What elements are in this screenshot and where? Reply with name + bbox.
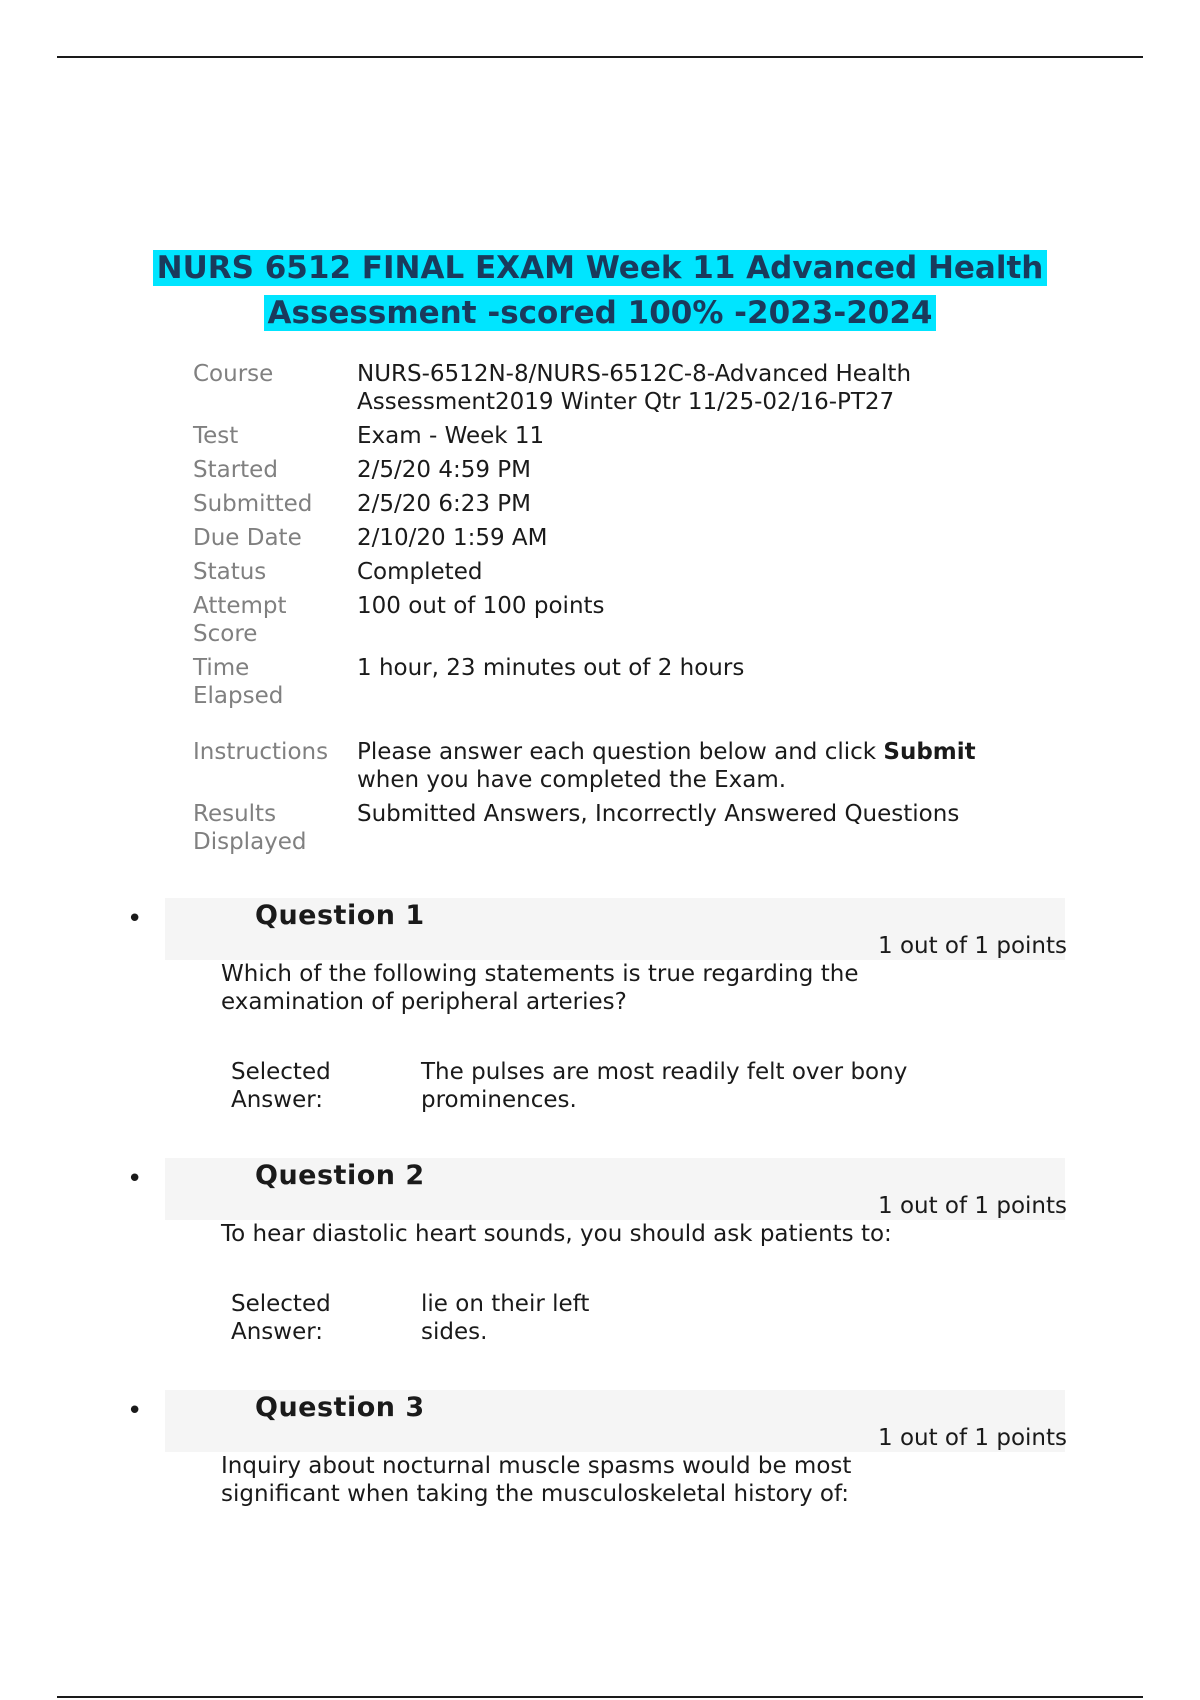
question-2-points: 1 out of 1 points	[878, 1193, 1067, 1219]
question-1-answer: The pulses are most readily felt over bony prominences.	[421, 1059, 908, 1113]
test-row	[193, 422, 1043, 450]
question-2-bullet: •	[127, 1164, 143, 1194]
title-line-2: Assessment -scored 100% -2023-2024	[264, 295, 937, 331]
instructions-text-end: when you have completed the Exam.	[357, 767, 787, 793]
results-displayed-row	[193, 800, 1043, 856]
results-displayed-value: Submitted Answers, Incorrectly Answered Questions	[357, 801, 960, 827]
course-row	[193, 360, 1043, 416]
status-row	[193, 558, 1043, 586]
instructions-label: Instructions	[193, 739, 329, 765]
time-elapsed-label: Time Elapsed	[193, 655, 284, 709]
results-displayed-label: Results Displayed	[193, 801, 307, 855]
question-1-points: 1 out of 1 points	[878, 933, 1067, 959]
top-rule	[57, 56, 1143, 58]
instructions-value	[357, 738, 977, 794]
question-2-text: To hear diastolic heart sounds, you should ask patients to:	[221, 1221, 892, 1247]
question-2-title: Question 2	[255, 1160, 425, 1191]
status-value: Completed	[357, 559, 483, 585]
bottom-rule	[57, 1696, 1143, 1698]
question-1-bullet: •	[127, 904, 143, 934]
test-label: Test	[193, 423, 239, 449]
attempt-score-label: Attempt Score	[193, 593, 287, 647]
question-2-answer-label: Selected Answer:	[231, 1291, 331, 1345]
question-3-points: 1 out of 1 points	[878, 1425, 1067, 1451]
submitted-value: 2/5/20 6:23 PM	[357, 491, 532, 517]
time-elapsed-row	[193, 654, 1043, 710]
instructions-text-start: Please answer each question below and click	[357, 739, 884, 765]
question-1-title: Question 1	[255, 900, 425, 931]
question-1-answer-label: Selected Answer:	[231, 1059, 331, 1113]
instructions-submit-word: Submit	[883, 739, 976, 765]
due-date-label: Due Date	[193, 525, 302, 551]
document-title	[150, 246, 1050, 336]
exam-details-table	[193, 360, 1043, 862]
started-value: 2/5/20 4:59 PM	[357, 457, 532, 483]
due-date-row	[193, 524, 1043, 552]
question-3-text: Inquiry about nocturnal muscle spasms would be most significant when taking the musculoskeletal history of:	[221, 1453, 852, 1507]
instructions-row	[193, 738, 1043, 794]
title-line-1: NURS 6512 FINAL EXAM Week 11 Advanced Health	[153, 250, 1048, 286]
time-elapsed-value: 1 hour, 23 minutes out of 2 hours	[357, 655, 745, 681]
status-label: Status	[193, 559, 267, 585]
submitted-row	[193, 490, 1043, 518]
started-label: Started	[193, 457, 278, 483]
started-row	[193, 456, 1043, 484]
question-2-answer: lie on their left sides.	[421, 1291, 590, 1345]
course-value: NURS-6512N-8/NURS-6512C-8-Advanced Health Assessment2019 Winter Qtr 11/25-02/16-PT27	[357, 361, 912, 415]
submitted-label: Submitted	[193, 491, 313, 517]
question-3-title: Question 3	[255, 1392, 425, 1423]
attempt-score-value: 100 out of 100 points	[357, 593, 605, 619]
test-value: Exam - Week 11	[357, 423, 545, 449]
question-3-bullet: •	[127, 1396, 143, 1426]
course-label: Course	[193, 361, 274, 387]
due-date-value: 2/10/20 1:59 AM	[357, 525, 548, 551]
question-1-text: Which of the following statements is true regarding the examination of peripheral arteries?	[221, 961, 859, 1015]
attempt-score-row	[193, 592, 1043, 648]
